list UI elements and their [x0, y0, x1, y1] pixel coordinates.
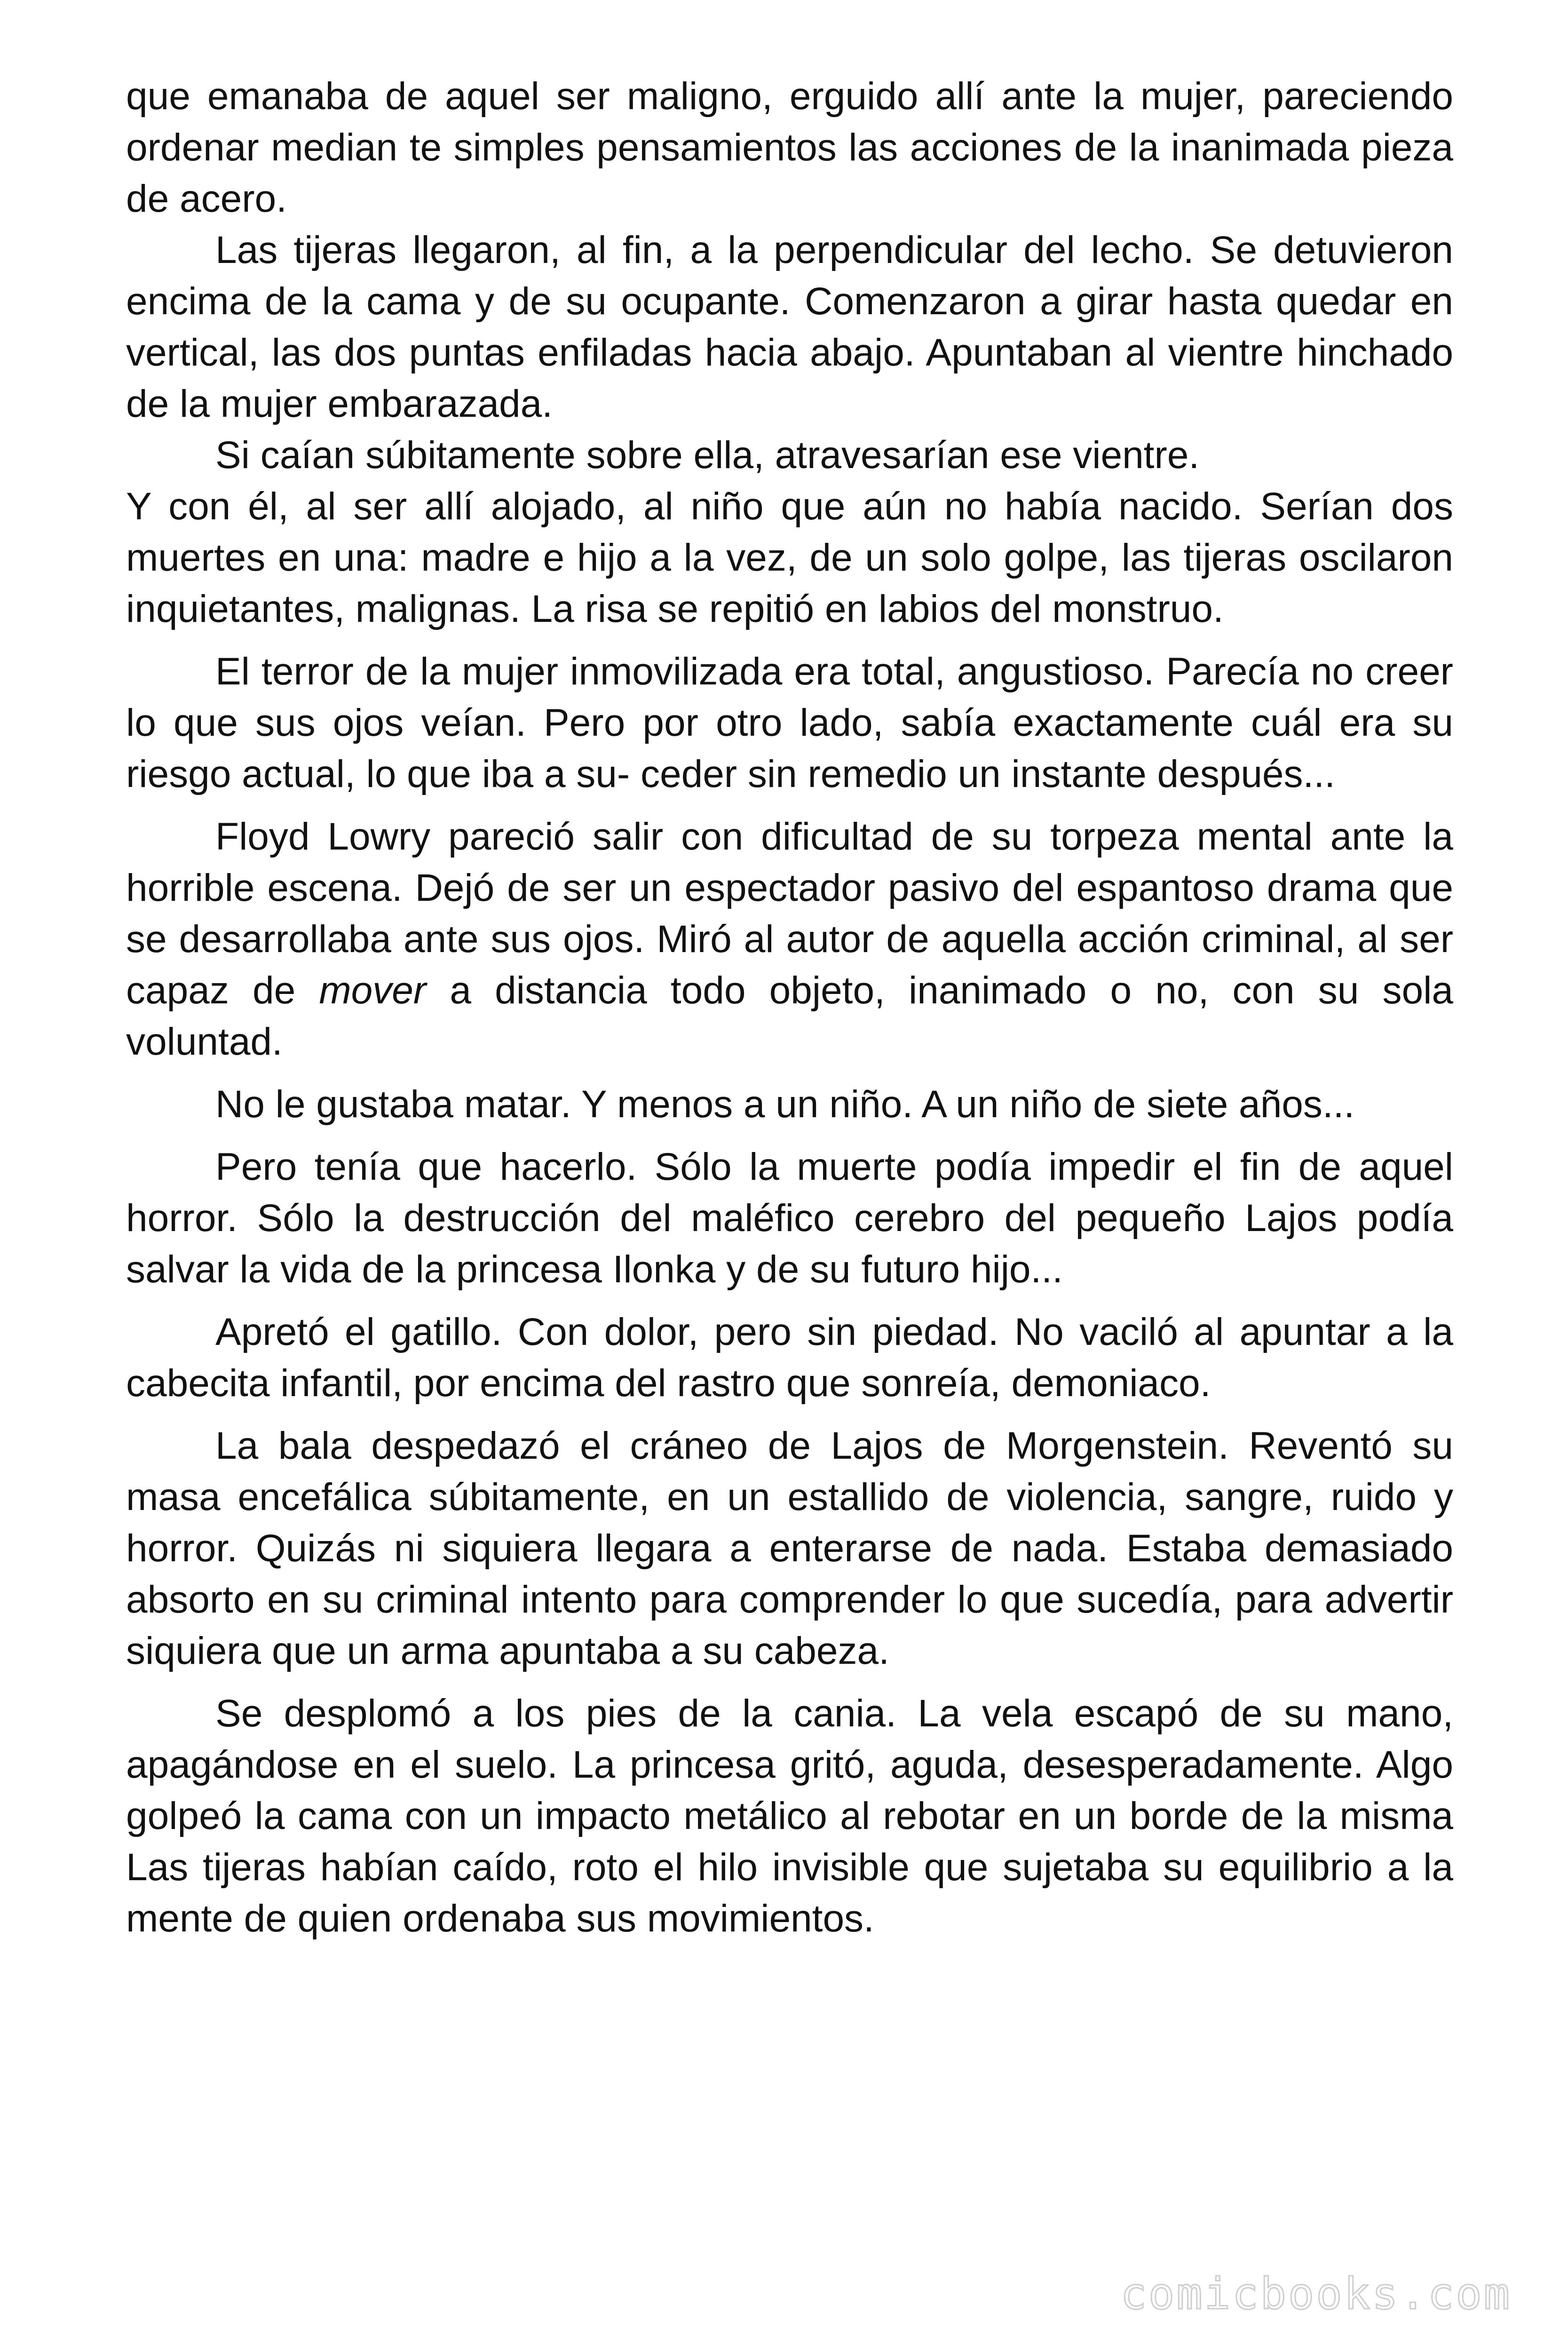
paragraph — [126, 811, 1453, 1067]
paragraph: que emanaba de aquel ser maligno, erguido allí ante la mujer, pareciendo ordenar median te simples pensamientos las acciones de la inanimada pieza de acero. — [126, 75, 1453, 220]
paragraph: Apretó el gatillo. Con dolor, pero sin piedad. No vaciló al apuntar a la cabecita infantil, por encima del rastro que sonreía, demoniaco. — [126, 1311, 1453, 1405]
paragraph: No le gustaba matar. Y menos a un niño. A un niño de siete años... — [215, 1083, 1355, 1126]
paragraph-italic-word: mover — [319, 969, 427, 1012]
paragraph: Se desplomó a los pies de la cania. La vela escapó de su mano, apagándose en el suelo. La princesa gritó, aguda, desesperadamente. Algo golpeó la cama con un impacto metálico al rebotar en un borde de la misma Las tijeras habían caído, roto el hilo invisible que sujetaba su equilibrio a la mente de quien ordenaba sus movimientos. — [126, 1692, 1453, 1940]
paragraph: Las tijeras llegaron, al fin, a la perpendicular del lecho. Se detuvieron encima de la cama y de su ocupante. Comenzaron a girar hasta quedar en vertical, las dos puntas enfiladas hacia abajo. Apuntaban al vientre hinchado de la mujer embarazada. — [126, 229, 1453, 425]
paragraph: La bala despedazó el cráneo de Lajos de Morgenstein. Reventó su masa encefálica súbitamente, en un estallido de violencia, sangre, ruido y horror. Quizás ni siquiera llegara a enterarse de nada. Estaba demasiado absorto en su criminal intento para comprender lo que sucedía, para advertir siquiera que un arma apuntaba a su cabeza. — [126, 1424, 1453, 1672]
paragraph: Pero tenía que hacerlo. Sólo la muerte podía impedir el fin de aquel horror. Sólo la destrucción del maléfico cerebro del pequeño Lajos podía salvar la vida de la princesa Ilonka y de su futuro hijo... — [126, 1145, 1453, 1291]
watermark: comicbooks.com — [1120, 2269, 1512, 2319]
paragraph-text-after: a distancia todo objeto, inanimado o no, con su sola voluntad. — [126, 969, 1453, 1063]
paragraph-text-before: Floyd Lowry pareció salir con dificultad de su torpeza mental ante la horrible escena. Dejó de ser un espectador pasivo del espantoso drama que se desarrollaba ante sus ojos. Miró al autor de aquella acción criminal, al ser capaz de — [126, 815, 1453, 1012]
body-text — [126, 71, 1453, 1944]
paragraph: El terror de la mujer inmovilizada era total, angustioso. Parecía no creer lo que sus ojos veían. Pero por otro lado, sabía exactamente cuál era su riesgo actual, lo que iba a su- ceder sin remedio un instante después... — [126, 650, 1453, 795]
paragraph: Si caían súbitamente sobre ella, atravesarían ese vientre. — [215, 434, 1200, 477]
paragraph: Y con él, al ser allí alojado, al niño que aún no había nacido. Serían dos muertes en una: madre e hijo a la vez, de un solo golpe, las tijeras oscilaron inquietantes, malignas. La risa se repitió en labios del monstruo. — [126, 485, 1453, 630]
